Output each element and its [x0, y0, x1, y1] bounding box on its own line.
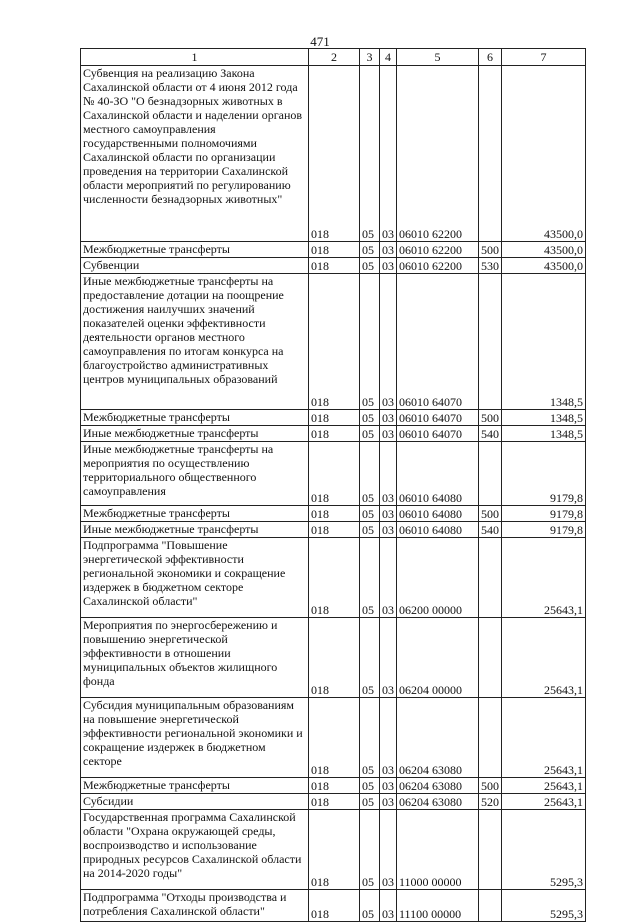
subsection-code: 03 [380, 890, 397, 922]
ministry-code: 018 [309, 242, 360, 258]
ministry-code: 018 [309, 890, 360, 922]
expense-type-code [479, 442, 502, 506]
target-article-code: 06010 64070 [397, 410, 479, 426]
section-code: 05 [360, 794, 380, 810]
expense-type-code [479, 618, 502, 698]
table-row [81, 426, 586, 442]
amount: 9179,8 [502, 522, 586, 538]
table-row [81, 538, 586, 618]
section-code: 05 [360, 258, 380, 274]
expense-type-code [479, 274, 502, 410]
subsection-code: 03 [380, 442, 397, 506]
section-code: 05 [360, 810, 380, 890]
subsection-code: 03 [380, 242, 397, 258]
target-article-code: 06010 62200 [397, 258, 479, 274]
target-article-code: 11100 00000 [397, 890, 479, 922]
table-row [81, 442, 586, 506]
target-article-code: 06010 64070 [397, 274, 479, 410]
ministry-code: 018 [309, 778, 360, 794]
table-row [81, 242, 586, 258]
column-header: 2 [309, 49, 360, 66]
target-article-code: 06010 64080 [397, 442, 479, 506]
subsection-code: 03 [380, 794, 397, 810]
section-code: 05 [360, 890, 380, 922]
target-article-code: 06010 64080 [397, 506, 479, 522]
expense-type-code: 500 [479, 410, 502, 426]
section-code: 05 [360, 242, 380, 258]
row-name: Иные межбюджетные трансферты на мероприятия по осуществлению территориального общественного самоуправления [81, 442, 309, 506]
ministry-code: 018 [309, 810, 360, 890]
row-name: Межбюджетные трансферты [81, 410, 309, 426]
table-row [81, 794, 586, 810]
row-name: Субвенция на реализацию Закона Сахалинской области от 4 июня 2012 года № 40-ЗО "О безнадзорных животных в Сахалинской области и наделении органов местного самоуправления государственными полномочиями Сахалинской области по организации проведения на территории Сахалинской области мероприятий по регулированию численности безнадзорных животных" [81, 66, 309, 242]
expense-type-code [479, 698, 502, 778]
amount: 9179,8 [502, 506, 586, 522]
table-row [81, 274, 586, 410]
section-code: 05 [360, 66, 380, 242]
subsection-code: 03 [380, 810, 397, 890]
target-article-code: 06204 63080 [397, 794, 479, 810]
budget-table [80, 48, 586, 922]
amount: 9179,8 [502, 442, 586, 506]
amount: 43500,0 [502, 66, 586, 242]
expense-type-code [479, 810, 502, 890]
expense-type-code [479, 66, 502, 242]
expense-type-code: 540 [479, 426, 502, 442]
expense-type-code [479, 890, 502, 922]
table-row [81, 66, 586, 242]
amount: 43500,0 [502, 258, 586, 274]
ministry-code: 018 [309, 66, 360, 242]
table-row [81, 522, 586, 538]
target-article-code: 11000 00000 [397, 810, 479, 890]
row-name: Подпрограмма "Отходы производства и потребления Сахалинской области" [81, 890, 309, 922]
table-row [81, 698, 586, 778]
section-code: 05 [360, 410, 380, 426]
ministry-code: 018 [309, 618, 360, 698]
row-name: Межбюджетные трансферты [81, 778, 309, 794]
ministry-code: 018 [309, 426, 360, 442]
expense-type-code: 500 [479, 242, 502, 258]
row-name: Мероприятия по энергосбережению и повышению энергетической эффективности в отношении муниципальных объектов жилищного фонда [81, 618, 309, 698]
target-article-code: 06204 00000 [397, 618, 479, 698]
subsection-code: 03 [380, 506, 397, 522]
expense-type-code: 500 [479, 778, 502, 794]
section-code: 05 [360, 426, 380, 442]
row-name: Субсидия муниципальным образованиям на повышение энергетической эффективности региональной экономики и сокращение издержек в бюджетном секторе [81, 698, 309, 778]
table-row [81, 410, 586, 426]
subsection-code: 03 [380, 410, 397, 426]
section-code: 05 [360, 778, 380, 794]
amount: 25643,1 [502, 538, 586, 618]
table-body [81, 66, 586, 922]
amount: 5295,3 [502, 890, 586, 922]
subsection-code: 03 [380, 274, 397, 410]
subsection-code: 03 [380, 66, 397, 242]
amount: 25643,1 [502, 778, 586, 794]
subsection-code: 03 [380, 538, 397, 618]
ministry-code: 018 [309, 522, 360, 538]
ministry-code: 018 [309, 538, 360, 618]
expense-type-code: 530 [479, 258, 502, 274]
row-name: Иные межбюджетные трансферты [81, 522, 309, 538]
row-name: Государственная программа Сахалинской области "Охрана окружающей среды, воспроизводство и использование природных ресурсов Сахалинской области на 2014-2020 годы" [81, 810, 309, 890]
subsection-code: 03 [380, 618, 397, 698]
ministry-code: 018 [309, 442, 360, 506]
ministry-code: 018 [309, 258, 360, 274]
target-article-code: 06010 64070 [397, 426, 479, 442]
ministry-code: 018 [309, 506, 360, 522]
column-header: 6 [479, 49, 502, 66]
page-number: 471 [310, 34, 330, 49]
subsection-code: 03 [380, 426, 397, 442]
target-article-code: 06204 63080 [397, 698, 479, 778]
table-row [81, 618, 586, 698]
table-row [81, 506, 586, 522]
ministry-code: 018 [309, 410, 360, 426]
table-row [81, 258, 586, 274]
amount: 1348,5 [502, 426, 586, 442]
target-article-code: 06010 62200 [397, 242, 479, 258]
row-name: Иные межбюджетные трансферты на предоставление дотации на поощрение достижения наилучших значений показателей оценки эффективности деятельности органов местного самоуправления по итогам конкурса на благоустройство административных центров муниципальных образований [81, 274, 309, 410]
section-code: 05 [360, 618, 380, 698]
amount: 5295,3 [502, 810, 586, 890]
expense-type-code [479, 538, 502, 618]
column-header: 3 [360, 49, 380, 66]
amount: 25643,1 [502, 698, 586, 778]
column-header: 1 [81, 49, 309, 66]
amount: 1348,5 [502, 274, 586, 410]
target-article-code: 06200 00000 [397, 538, 479, 618]
ministry-code: 018 [309, 274, 360, 410]
row-name: Подпрограмма "Повышение энергетической эффективности региональной экономики и сокращение издержек в бюджетном секторе Сахалинской области" [81, 538, 309, 618]
subsection-code: 03 [380, 522, 397, 538]
ministry-code: 018 [309, 794, 360, 810]
table-row [81, 810, 586, 890]
row-name: Межбюджетные трансферты [81, 506, 309, 522]
row-name: Межбюджетные трансферты [81, 242, 309, 258]
row-name: Субсидии [81, 794, 309, 810]
column-header: 4 [380, 49, 397, 66]
table-row [81, 778, 586, 794]
expense-type-code: 520 [479, 794, 502, 810]
section-code: 05 [360, 506, 380, 522]
row-name: Иные межбюджетные трансферты [81, 426, 309, 442]
expense-type-code: 540 [479, 522, 502, 538]
target-article-code: 06204 63080 [397, 778, 479, 794]
amount: 25643,1 [502, 618, 586, 698]
row-name: Субвенции [81, 258, 309, 274]
subsection-code: 03 [380, 698, 397, 778]
ministry-code: 018 [309, 698, 360, 778]
column-header: 7 [502, 49, 586, 66]
target-article-code: 06010 62200 [397, 66, 479, 242]
table-row [81, 890, 586, 922]
subsection-code: 03 [380, 778, 397, 794]
target-article-code: 06010 64080 [397, 522, 479, 538]
amount: 1348,5 [502, 410, 586, 426]
section-code: 05 [360, 274, 380, 410]
amount: 25643,1 [502, 794, 586, 810]
section-code: 05 [360, 698, 380, 778]
section-code: 05 [360, 538, 380, 618]
expense-type-code: 500 [479, 506, 502, 522]
subsection-code: 03 [380, 258, 397, 274]
column-header: 5 [397, 49, 479, 66]
section-code: 05 [360, 522, 380, 538]
amount: 43500,0 [502, 242, 586, 258]
section-code: 05 [360, 442, 380, 506]
table-header-row [81, 49, 586, 66]
